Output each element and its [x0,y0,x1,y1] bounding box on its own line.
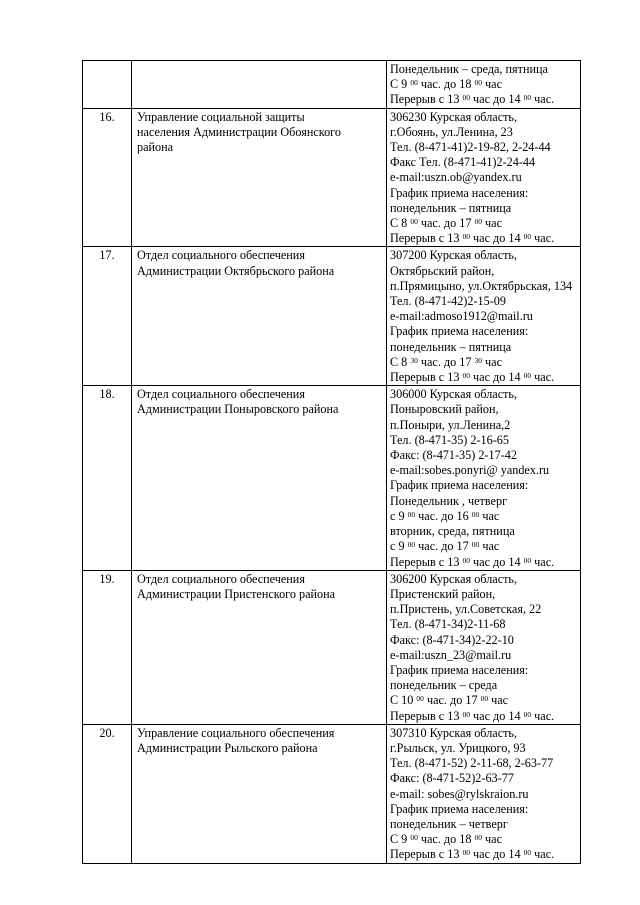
contact-line: e-mail: sobes@rylskraion.ru [390,786,529,801]
organization-name-line: района [137,140,174,155]
contact-line: п.Поныри, ул.Ленина,2 [390,417,511,432]
contact-line: г.Обоянь, ул.Ленина, 23 [390,124,513,139]
contact-line: С 8 $^{30}$ час. до 17 $^{30}$ час [390,354,502,369]
organization-name-line: Администрации Поныровского района [137,402,339,417]
organization-name-line: населения Администрации Обоянского [137,124,341,139]
contact-info [387,61,581,109]
organization-name-line: Управление социальной защиты [137,109,305,124]
contact-line: Тел. (8-471-41)2-19-82, 2-24-44 [390,140,551,155]
table-row [83,724,581,863]
organization-name-line: Отдел социального обеспечения [137,571,305,586]
contact-line: с 9 $^{00}$ час. до 17 $^{00}$ час [390,539,500,554]
contact-line: Перерыв с 13 $^{00}$ час до 14 $^{00}$ час. [390,92,555,107]
organization-name [132,247,387,386]
contact-line: понедельник – пятница [390,200,512,215]
contact-line: Тел. (8-471-52) 2-11-68, 2-63-77 [390,756,554,771]
contact-line: Перерыв с 13 $^{00}$ час до 14 $^{00}$ час. [390,370,555,385]
contact-line: График приема населения: [390,185,529,200]
table-row [83,386,581,570]
contact-line: п.Прямицыно, ул.Октябрьская, 134 [390,278,573,293]
organization-name-line: Отдел социального обеспечения [137,248,305,263]
contact-info [387,247,581,386]
contact-line: 306200 Курская область, [390,571,518,586]
contact-line: С 10 $^{00}$ час. до 17 $^{00}$ час [390,693,509,708]
contact-line: 306230 Курская область, [390,109,518,124]
contact-line: Факс Тел. (8-471-41)2-24-44 [390,155,536,170]
table-row [83,570,581,724]
contact-line: Факс: (8-471-34)2-22-10 [390,632,514,647]
table-row [83,247,581,386]
organization-name [132,570,387,724]
contact-line: понедельник – пятница [390,339,512,354]
contact-line: понедельник – четверг [390,816,508,831]
contact-line: С 8 $^{00}$ час. до 17 $^{00}$ час [390,216,502,231]
contact-line: e-mail:uszn.ob@yandex.ru [390,170,522,185]
contact-info [387,108,581,247]
contact-line: Октябрьский район, [390,263,495,278]
row-number: 19. [83,570,132,724]
organization-name-line: Администрации Октябрьского района [137,263,335,278]
contact-info [387,570,581,724]
contact-info [387,724,581,863]
contact-line: С 9 $^{00}$ час. до 18 $^{00}$ час [390,77,502,92]
contact-line: Поныровский район, [390,402,499,417]
contact-line: e-mail:admoso1912@mail.ru [390,309,533,324]
organization-name [132,108,387,247]
contact-line: 306000 Курская область, [390,387,518,402]
contact-line: п.Пристень, ул.Советская, 22 [390,602,542,617]
organization-name [132,724,387,863]
contact-line: Перерыв с 13 $^{00}$ час до 14 $^{00}$ час. [390,847,555,862]
row-number: 17. [83,247,132,386]
contact-line: 307310 Курская область, [390,725,518,740]
contact-line: г.Рыльск, ул. Урицкого, 93 [390,740,526,755]
organization-name-line: Управление социального обеспечения [137,725,335,740]
contacts-table [82,60,581,864]
organization-name-line: Отдел социального обеспечения [137,387,305,402]
contact-line: Тел. (8-471-35) 2-16-65 [390,432,509,447]
table-row [83,108,581,247]
contact-line: e-mail:uszn_23@mail.ru [390,647,512,662]
contact-line: Перерыв с 13 $^{00}$ час до 14 $^{00}$ час. [390,231,555,246]
contact-line: Понедельник – среда, пятница [390,62,548,76]
contact-line: e-mail:sobes.ponyri@ yandex.ru [390,463,550,478]
contact-line: Пристенский район, [390,586,496,601]
contact-line: Тел. (8-471-34)2-11-68 [390,617,506,632]
contact-info [387,386,581,570]
contact-line: График приема населения: [390,478,529,493]
contact-line: Факс: (8-471-52)2-63-77 [390,771,514,786]
table-row [83,61,581,109]
row-number [83,61,132,109]
organization-name [132,386,387,570]
contact-line: График приема населения: [390,324,529,339]
contact-line: Перерыв с 13 $^{00}$ час до 14 $^{00}$ час. [390,554,555,569]
contact-line: вторник, среда, пятница [390,524,515,539]
organization-name-line: Администрации Пристенского района [137,586,336,601]
contact-line: Понедельник , четверг [390,493,508,508]
contact-line: График приема населения: [390,801,529,816]
contact-line: Факс: (8-471-35) 2-17-42 [390,448,517,463]
contact-line: 307200 Курская область, [390,248,518,263]
contact-line: Тел. (8-471-42)2-15-09 [390,294,506,309]
row-number: 20. [83,724,132,863]
contact-line: понедельник – среда [390,678,498,693]
organization-name-line: Администрации Рыльского района [137,740,318,755]
contact-line: График приема населения: [390,662,529,677]
contact-line: С 9 $^{00}$ час. до 18 $^{00}$ час [390,832,502,847]
contact-line: с 9 $^{00}$ час. до 16 $^{00}$ час [390,508,500,523]
table-body [83,61,581,864]
row-number: 16. [83,108,132,247]
organization-name [132,61,387,109]
row-number: 18. [83,386,132,570]
contact-line: Перерыв с 13 $^{00}$ час до 14 $^{00}$ час. [390,708,555,723]
